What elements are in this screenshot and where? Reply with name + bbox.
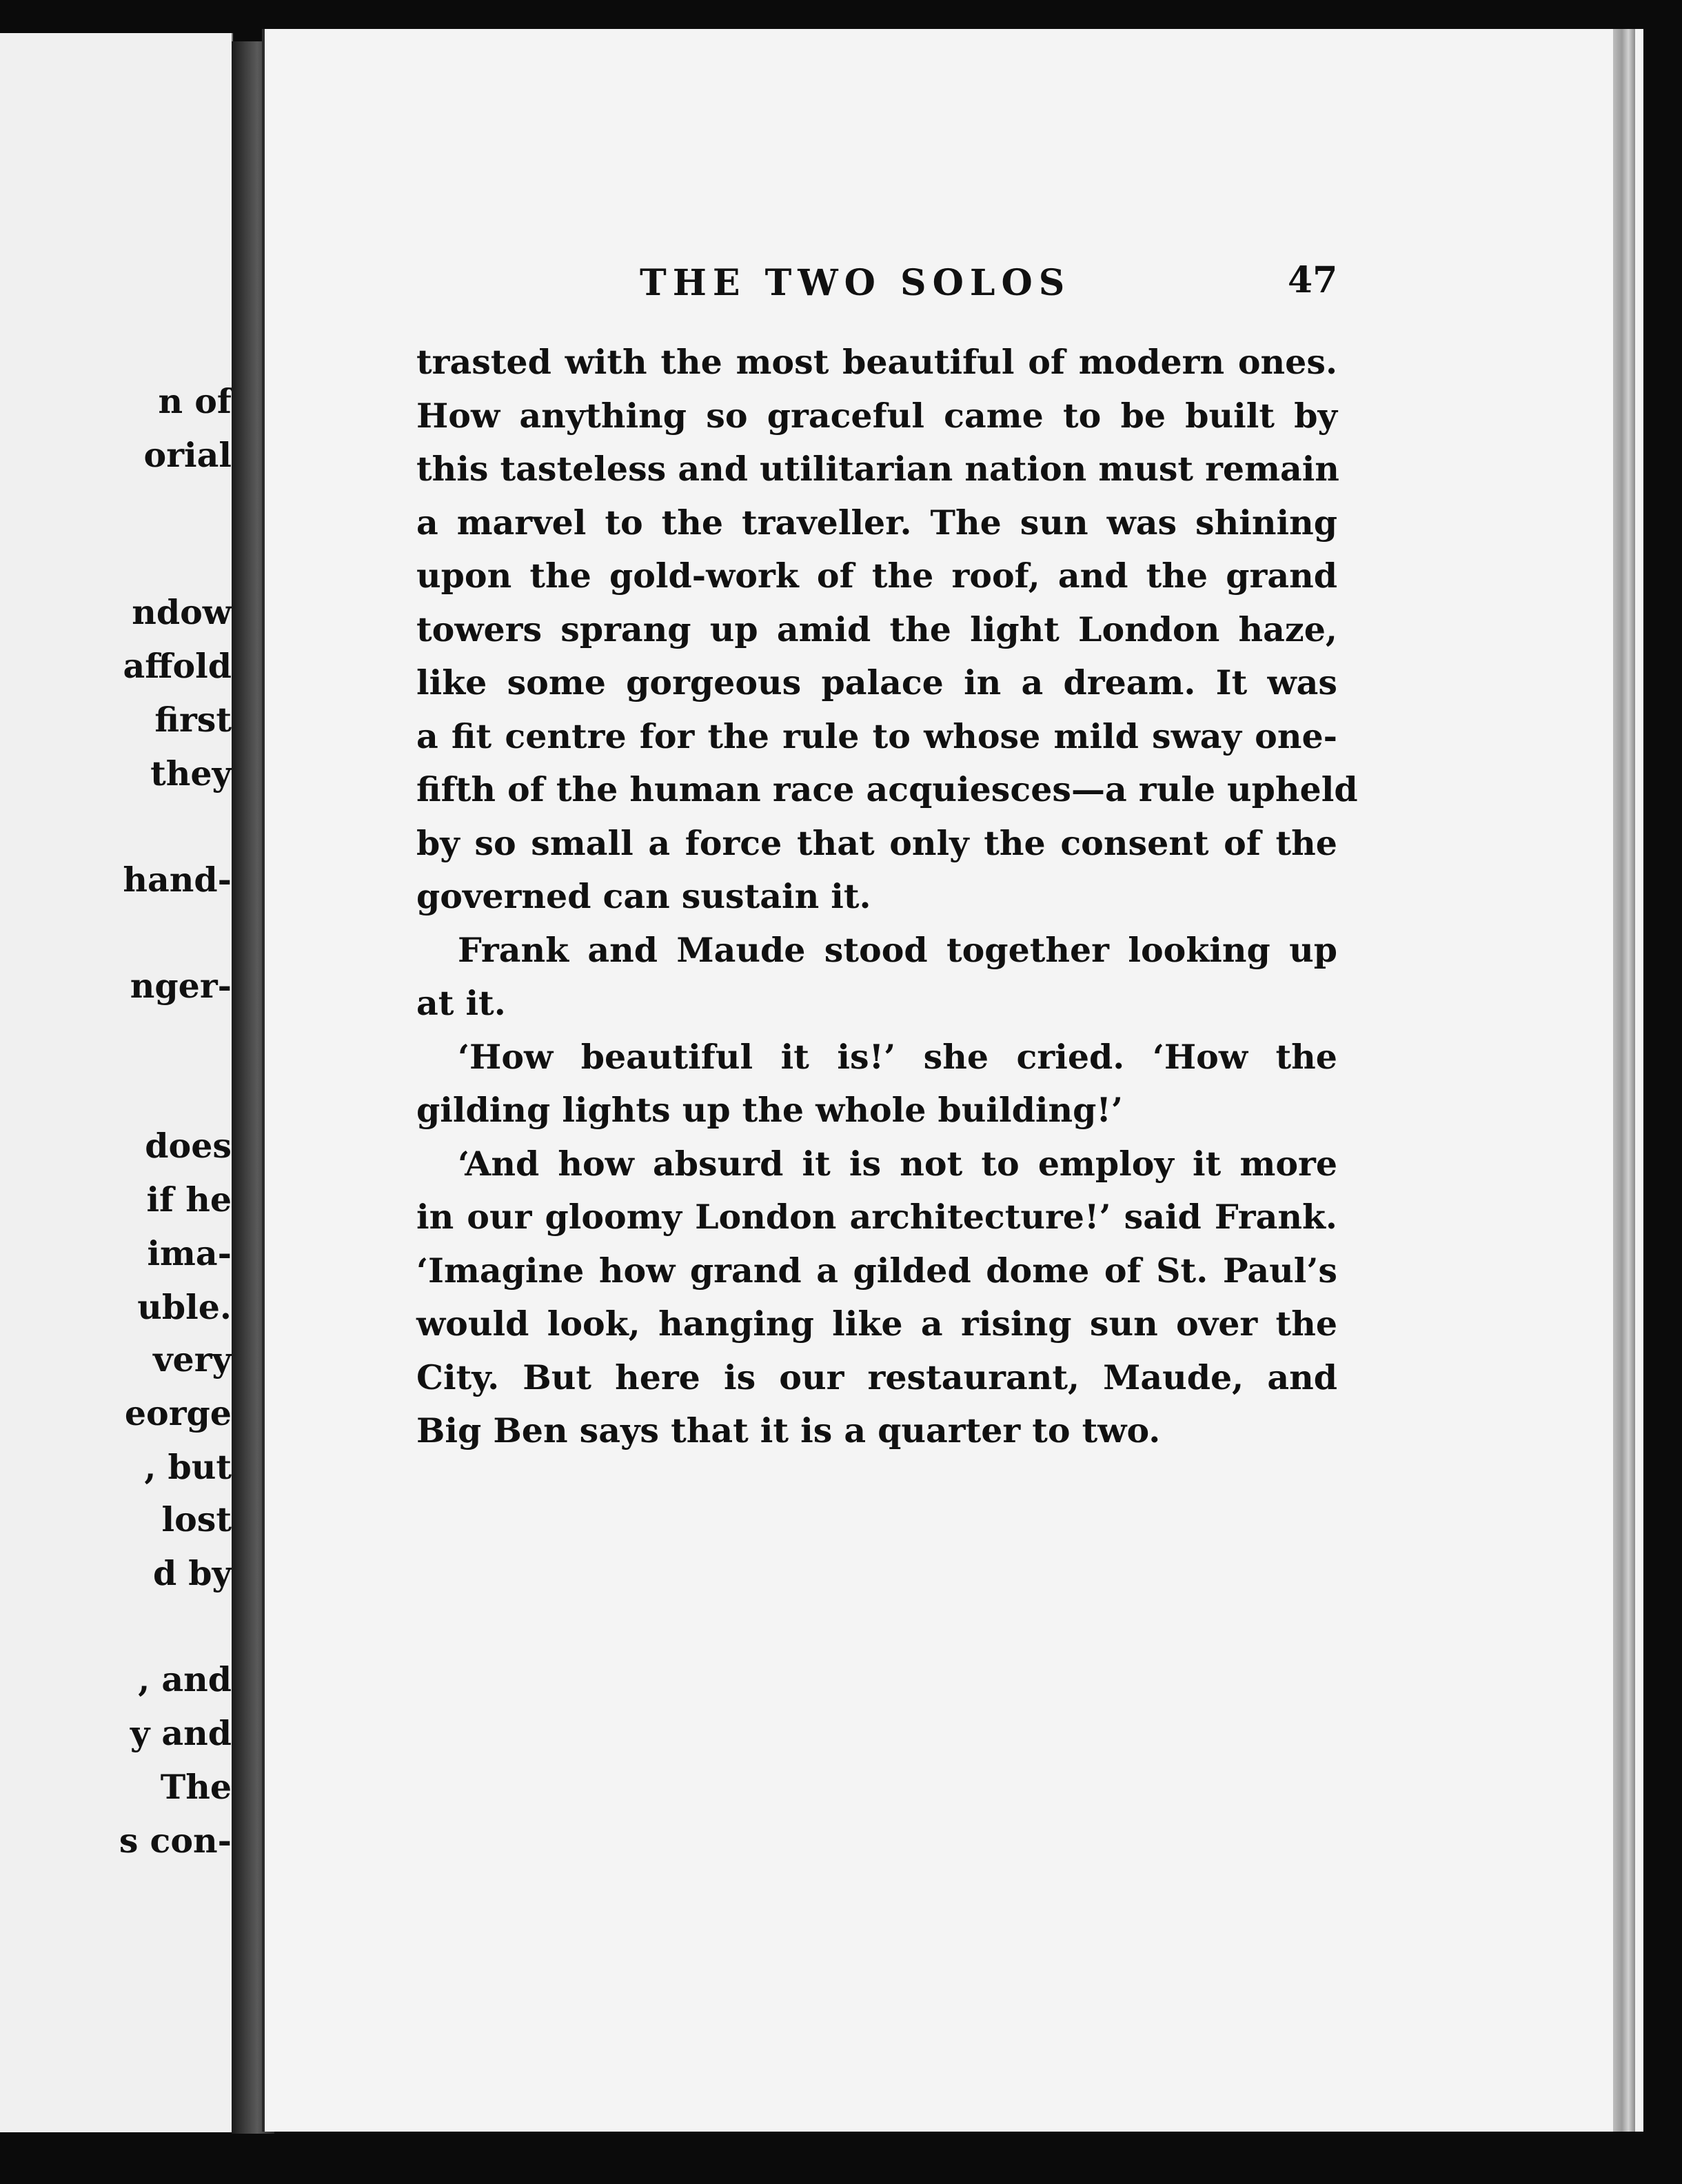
left-page-fragment: eorge	[124, 1393, 232, 1433]
text-line: City. But here is our restaurant, Maude, and	[416, 1357, 1337, 1397]
page-edge	[1613, 29, 1635, 2132]
left-page	[0, 33, 233, 2132]
text-line: by so small a force that only the consent of the	[416, 822, 1337, 863]
left-page-fragment: The	[160, 1767, 232, 1807]
left-page-fragment: very	[153, 1339, 232, 1379]
left-page-fragment: n of	[158, 381, 232, 421]
left-page-fragment: s con-	[119, 1821, 232, 1861]
text-line: How anything so graceful came to be built by	[416, 395, 1337, 436]
text-line: like some gorgeous palace in a dream. It was	[416, 663, 1337, 702]
left-page-fragment: d by	[152, 1553, 232, 1593]
left-page-fragment: lost	[161, 1499, 232, 1539]
text-line: ‘Imagine how grand a gilded dome of St. Paul’s	[416, 1250, 1337, 1291]
text-line: ‘And how absurd it is not to employ it more	[458, 1143, 1337, 1184]
text-line: in our gloomy London architecture!’ said Frank.	[416, 1197, 1337, 1237]
running-head: THE TWO SOLOS	[640, 262, 1071, 304]
left-page-fragment: ndow	[132, 592, 232, 632]
text-line: a marvel to the traveller. The sun was shining	[416, 502, 1337, 543]
left-page-fragment: orial	[143, 435, 232, 475]
text-line: ‘How beautiful it is!’ she cried. ‘How the	[458, 1036, 1337, 1077]
left-page-fragment: does	[145, 1126, 232, 1166]
text-line: a fit centre for the rule to whose mild sway one-	[416, 716, 1337, 756]
text-line: would look, hanging like a rising sun over the	[416, 1304, 1337, 1344]
text-line: gilding lights up the whole building!’	[416, 1090, 1123, 1130]
text-line: at it.	[416, 983, 506, 1023]
left-page-fragment: affold	[123, 646, 232, 686]
left-page-fragment: hand-	[123, 860, 232, 900]
left-page-fragment: , and	[138, 1659, 232, 1699]
left-page-fragment: first	[154, 700, 232, 740]
left-page-fragment: y and	[130, 1713, 232, 1753]
text-line: Big Ben says that it is a quarter to two.	[416, 1410, 1161, 1450]
left-page-fragment: if he	[146, 1180, 232, 1220]
text-line: towers sprang up amid the light London haze,	[416, 609, 1337, 649]
text-line: upon the gold-work of the roof, and the grand	[416, 556, 1337, 596]
left-page-fragment: uble.	[137, 1287, 232, 1327]
text-line: governed can sustain it.	[416, 876, 871, 916]
left-page-fragment: nger-	[130, 966, 232, 1006]
page-number: 47	[1288, 259, 1338, 301]
text-line: fifth of the human race acquiesces—a rule upheld	[416, 769, 1358, 809]
text-line: this tasteless and utilitarian nation must remain	[416, 449, 1339, 489]
left-page-fragment: ima-	[147, 1233, 232, 1273]
left-page-fragment: , but	[144, 1447, 232, 1487]
text-line: Frank and Maude stood together looking up	[458, 929, 1337, 970]
left-page-fragment: they	[150, 754, 232, 793]
text-line: trasted with the most beautiful of modern ones.	[416, 342, 1337, 382]
body-text	[416, 336, 1358, 1458]
